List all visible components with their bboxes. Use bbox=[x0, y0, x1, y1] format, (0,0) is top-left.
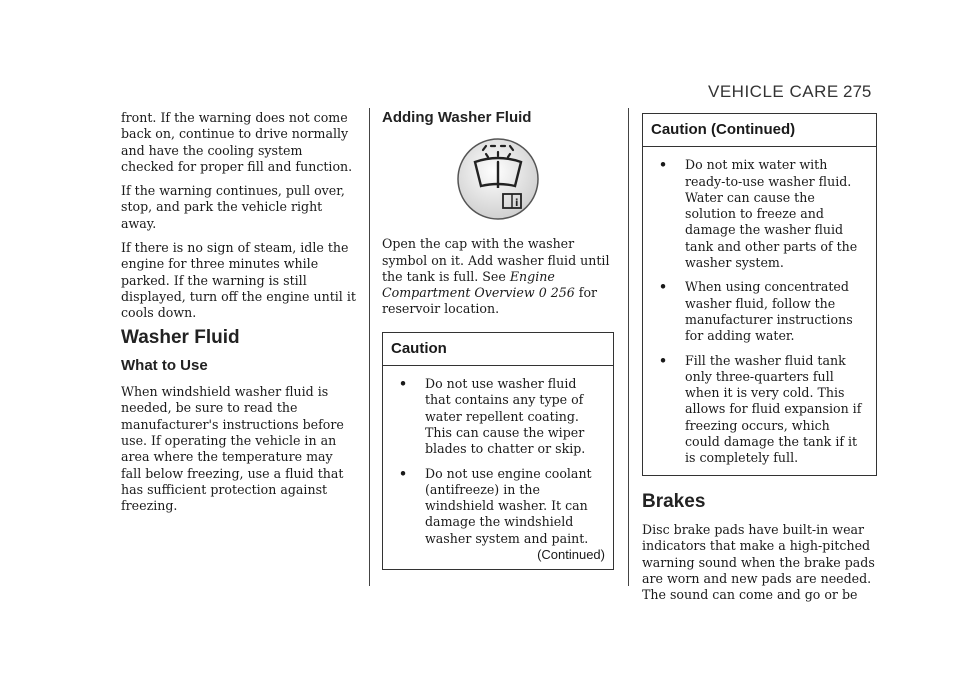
continued-label: (Continued) bbox=[537, 547, 605, 563]
page-number: 275 bbox=[843, 82, 872, 101]
list-item: • Do not mix water with ready-to-use washer fluid. Water can cause the solution to freeze and damage the washer fluid tank and other parts of the washer system. bbox=[659, 157, 858, 271]
column-divider bbox=[628, 108, 629, 586]
paragraph: front. If the warning does not come back on, continue to drive normally and have the cooling system checked for proper fill and function. bbox=[121, 110, 353, 174]
caution-title: Caution bbox=[383, 333, 613, 366]
list-item: • Fill the washer fluid tank only three-quarters full when it is very cold. This allows for fluid expansion if freezing occurs, which could damage the tank if it is completely full. bbox=[659, 352, 862, 466]
paragraph: When windshield washer fluid is needed, be sure to read the manufacturer's instructions before use. If operating the vehicle in an area where the temperature may fall below freezing, use a fluid that has sufficient protection against freezing. bbox=[121, 384, 344, 514]
heading-brakes: Brakes bbox=[642, 490, 706, 512]
column-1 bbox=[121, 110, 356, 523]
caution-continued-box bbox=[642, 113, 877, 476]
caution-title: Caution (Continued) bbox=[643, 114, 876, 147]
list-item: • Do not use washer fluid that contains any type of water repellent coating. This can cause the wiper blades to chatter or skip. bbox=[399, 376, 586, 457]
caution-box bbox=[382, 332, 614, 571]
heading-adding-washer-fluid: Adding Washer Fluid bbox=[382, 109, 532, 126]
page-ref-arrow: 0 bbox=[538, 285, 547, 301]
paragraph: Open the cap with the washer symbol on it. Add washer fluid until the tank is full. See Engine Compartment Overview 0 256 for reservoir location. bbox=[382, 236, 610, 317]
heading-washer-fluid: Washer Fluid bbox=[121, 326, 240, 348]
paragraph: If there is no sign of steam, idle the engine for three minutes while parked. If the warning is still displayed, turn off the engine until it cools down. bbox=[121, 240, 356, 321]
column-3 bbox=[642, 110, 877, 611]
list-item: • Do not use engine coolant (antifreeze) in the windshield washer. It can damage the windshield washer system and paint. bbox=[399, 465, 592, 546]
washer-fluid-symbol-icon bbox=[455, 136, 541, 222]
column-2 bbox=[382, 110, 614, 570]
page-ref-number[interactable]: 256 bbox=[550, 285, 575, 301]
paragraph: Disc brake pads have built-in wear indicators that make a high-pitched warning sound when the brake pads are worn and new pads are needed. The sound can come and go or be bbox=[642, 521, 875, 603]
paragraph: If the warning continues, pull over, stop, and park the vehicle right away. bbox=[121, 183, 345, 231]
cross-reference-link[interactable]: Engine Compartment Overview bbox=[382, 268, 555, 301]
list-item: • When using concentrated washer fluid, follow the manufacturer instructions for adding water. bbox=[659, 279, 853, 344]
heading-what-to-use: What to Use bbox=[121, 356, 208, 374]
column-divider bbox=[369, 108, 370, 586]
page-header bbox=[700, 80, 878, 102]
svg-text:i: i bbox=[515, 198, 519, 210]
section-title: VEHICLE CARE bbox=[708, 82, 839, 101]
